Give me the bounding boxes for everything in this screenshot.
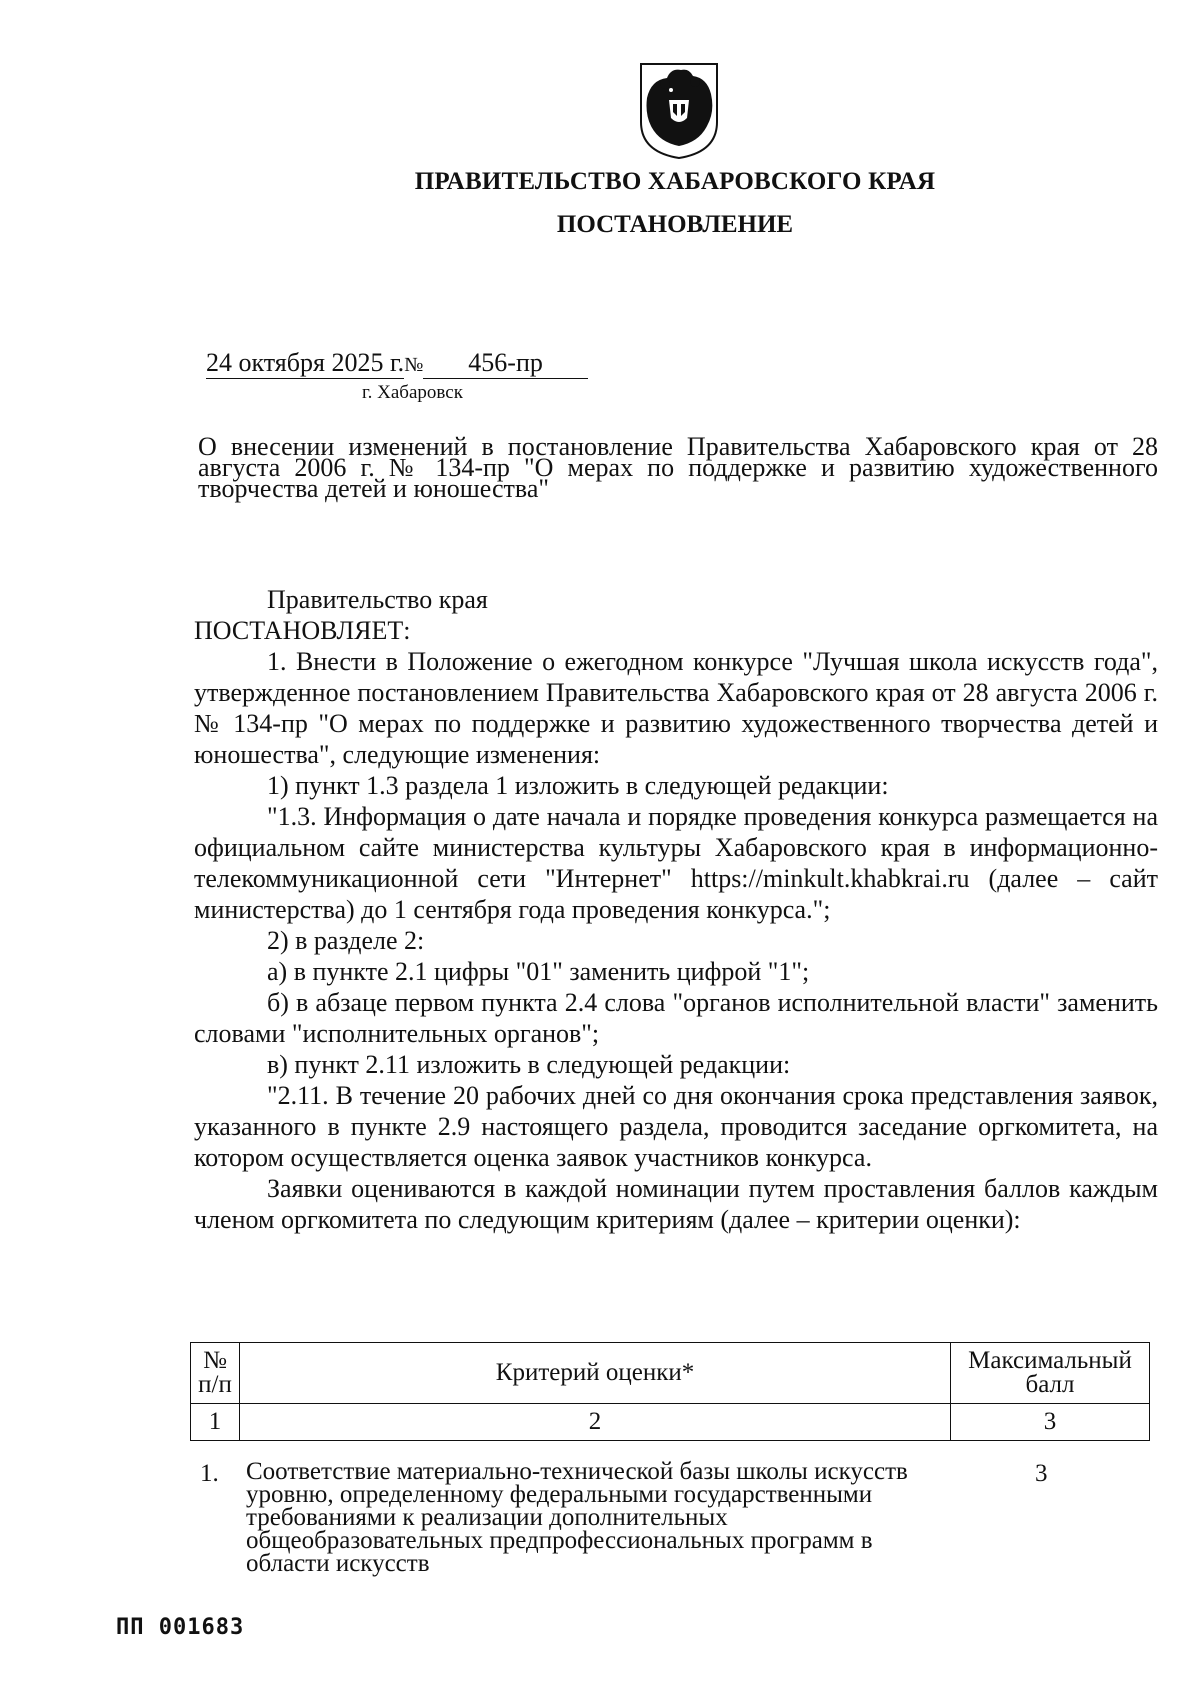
paragraph-2b: б) в абзаце первом пункта 2.4 слова "органов исполнительной власти" заменить словами "исполнительных органов"; [194,988,1158,1048]
header-max-score: Максимальный балл [951,1343,1150,1404]
date-number-line [206,348,588,379]
row-criterion: Соответствие материально-технической базы школы искусств уровню, определенному федеральными государственными требованиями к реализации дополнительных общеобразовательных предпрофессиональных программ в области искусств [246,1458,908,1577]
column-number-3: 3 [951,1404,1150,1441]
intro-government: Правительство края [267,585,488,614]
document-number: 456-пр [423,348,588,379]
number-sign: № [404,354,424,376]
document-date: 24 октября 2025 г. [206,348,405,377]
table-header-row [191,1343,1150,1404]
document-type: ПОСТАНОВЛЕНИЕ [556,211,794,238]
document-body [194,584,1158,1235]
intro-resolves: ПОСТАНОВЛЯЕТ: [194,616,411,645]
document-subject: О внесении изменений в постановление Правительства Хабаровского края от 28 августа 2006 г. № 134-пр "О мерах по поддержке и развитию художественного творчества детей и юношества" [198,432,1158,503]
paragraph-2-11-text: "2.11. В течение 20 рабочих дней со дня окончания срока представления заявок, указанного в пункте 2.9 настоящего раздела, проводится заседание оргкомитета, на котором осуществляется оценка заявок участников конкурса. [194,1081,1158,1172]
row-max-score: 3 [1035,1460,1048,1487]
coat-of-arms-emblem [637,60,721,160]
paragraph-1-3-text: "1.3. Информация о дате начала и порядке проведения конкурса размещается на официальном сайте министерства культуры Хабаровского края в информационно-телекоммуникационной сети "Интернет" https://minkult.khabkrai.ru (далее – сайт министерства) до 1 сентября года проведения конкурса."; [194,802,1158,924]
paragraph-criteria: Заявки оцениваются в каждой номинации путем проставления баллов каждым членом оргкомитета по следующим критериям (далее – критерии оценки): [194,1174,1158,1234]
paragraph-2a: а) в пункте 2.1 цифры "01" заменить цифрой "1"; [267,957,810,986]
table-column-numbers-row [191,1404,1150,1441]
government-title: ПРАВИТЕЛЬСТВО ХАБАРОВСКОГО КРАЯ [414,168,936,195]
criteria-table [190,1342,1150,1441]
row-number: 1. [200,1460,219,1487]
column-number-2: 2 [240,1404,951,1441]
header-number: № п/п [191,1343,240,1404]
paragraph-2v: в) пункт 2.11 изложить в следующей редакции: [267,1050,791,1079]
paragraph-1: 1. Внести в Положение о ежегодном конкурсе "Лучшая школа искусств года", утвержденное постановлением Правительства Хабаровского края от 28 августа 2006 г. № 134-пр "О мерах по поддержке и развитию художественного творчества детей и юношества", следующие изменения: [194,647,1158,769]
header-criterion: Критерий оценки* [240,1343,951,1404]
column-number-1: 1 [191,1404,240,1441]
paragraph-section-2: 2) в разделе 2: [267,926,425,955]
serial-number: ПП 001683 [116,1615,245,1640]
city: г. Хабаровск [362,382,463,403]
paragraph-1-1: 1) пункт 1.3 раздела 1 изложить в следующей редакции: [267,771,889,800]
